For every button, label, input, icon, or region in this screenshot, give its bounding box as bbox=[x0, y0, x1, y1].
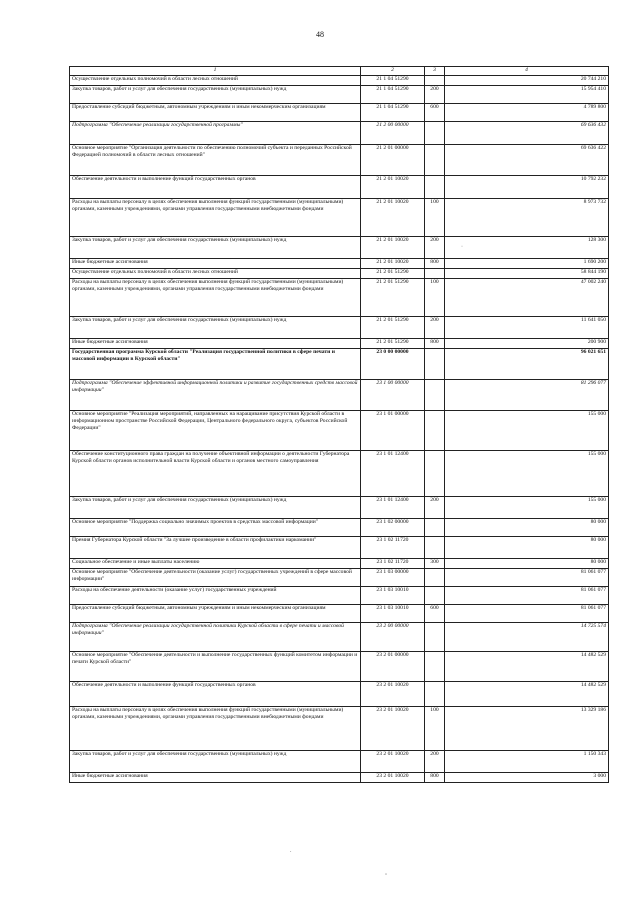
row-name: Социальное обеспечение и иные выплаты населению bbox=[70, 559, 361, 569]
row-code: 21 1 04 51290 bbox=[361, 104, 425, 122]
budget-table bbox=[69, 66, 609, 783]
row-type: 800 bbox=[425, 773, 445, 783]
row-type bbox=[425, 76, 445, 86]
row-sum: 81 296 077 bbox=[445, 380, 609, 411]
row-name: Основное мероприятие "Поддержка социально значимых проектов в средствах массовой информации" bbox=[70, 519, 361, 537]
row-type bbox=[425, 623, 445, 652]
row-name: Обеспечение деятельности и выполнение функций государственных органов bbox=[70, 682, 361, 707]
row-sum: 58 844 190 bbox=[445, 269, 609, 279]
table-row bbox=[70, 605, 609, 623]
row-name: Расходы на выплаты персоналу в целях обеспечения выполнения функций государственными (муниципальными) органами, казенными учреждениями, органами управления государственными внебюджетными фондами bbox=[70, 707, 361, 751]
row-name: Расходы на обеспечение деятельности (оказание услуг) государственных учреждений bbox=[70, 587, 361, 605]
row-name: Основное мероприятие "Обеспечение деятельности и выполнение государственных функций комитетом информации и печати Курской области" bbox=[70, 652, 361, 682]
row-code: 23 1 01 00000 bbox=[361, 411, 425, 451]
row-type: 200 bbox=[425, 497, 445, 519]
page-number: 48 bbox=[316, 30, 324, 39]
row-code: 23 1 02 11720 bbox=[361, 537, 425, 559]
table-row bbox=[70, 237, 609, 259]
table-row bbox=[70, 86, 609, 104]
row-type bbox=[425, 519, 445, 537]
table-row bbox=[70, 451, 609, 497]
row-sum: 3 000 bbox=[445, 773, 609, 783]
row-type bbox=[425, 411, 445, 451]
row-code: 23 1 03 00000 bbox=[361, 569, 425, 587]
row-name: Закупка товаров, работ и услуг для обеспечения государственных (муниципальных) нужд bbox=[70, 751, 361, 773]
header-col-3: 3 bbox=[425, 67, 445, 76]
row-name: Осуществление отдельных полномочий в области лесных отношений bbox=[70, 76, 361, 86]
table-row bbox=[70, 76, 609, 86]
table-row bbox=[70, 122, 609, 145]
row-code: 21 2 01 10020 bbox=[361, 259, 425, 269]
row-sum: 13 329 186 bbox=[445, 707, 609, 751]
row-sum: 10 792 232 bbox=[445, 176, 609, 199]
scan-speck: . bbox=[290, 848, 292, 854]
row-sum: 1 150 343 bbox=[445, 751, 609, 773]
row-name: Иные бюджетные ассигнования bbox=[70, 339, 361, 349]
row-code: 21 2 01 51290 bbox=[361, 339, 425, 349]
row-code: 23 2 01 10020 bbox=[361, 707, 425, 751]
row-sum: 4 789 800 bbox=[445, 104, 609, 122]
table-row bbox=[70, 317, 609, 339]
row-sum: 155 000 bbox=[445, 497, 609, 519]
row-code: 23 2 01 00000 bbox=[361, 652, 425, 682]
table-row bbox=[70, 349, 609, 380]
row-sum: 11 641 050 bbox=[445, 317, 609, 339]
row-type: 200 bbox=[425, 751, 445, 773]
table-row bbox=[70, 269, 609, 279]
row-code: 23 1 02 00000 bbox=[361, 519, 425, 537]
row-code: 23 1 02 11720 bbox=[361, 559, 425, 569]
row-name: Государственная программа Курской области "Реализация государственной политики в сфере печати и массовой информации в Курской области" bbox=[70, 349, 361, 380]
row-code: 21 1 04 51290 bbox=[361, 76, 425, 86]
table-row bbox=[70, 519, 609, 537]
table-row bbox=[70, 707, 609, 751]
row-code: 21 2 00 00000 bbox=[361, 122, 425, 145]
row-type: 800 bbox=[425, 339, 445, 349]
row-sum: 69 636 422 bbox=[445, 145, 609, 176]
table-row bbox=[70, 537, 609, 559]
row-code: 21 2 01 51290 bbox=[361, 317, 425, 339]
row-name: Основное мероприятие "Обеспечение деятельности (оказание услуг) государственных учреждений в сфере массовой информации" bbox=[70, 569, 361, 587]
row-sum: 81 061 077 bbox=[445, 569, 609, 587]
table-row bbox=[70, 411, 609, 451]
row-sum: 1 690 200 bbox=[445, 259, 609, 269]
row-type bbox=[425, 145, 445, 176]
row-code: 21 2 01 51290 bbox=[361, 269, 425, 279]
row-sum: 81 061 077 bbox=[445, 587, 609, 605]
row-name: Закупка товаров, работ и услуг для обеспечения государственных (муниципальных) нужд bbox=[70, 317, 361, 339]
row-code: 23 2 00 00000 bbox=[361, 623, 425, 652]
row-name: Закупка товаров, работ и услуг для обеспечения государственных (муниципальных) нужд bbox=[70, 86, 361, 104]
table-row bbox=[70, 145, 609, 176]
header-col-2: 2 bbox=[361, 67, 425, 76]
row-code: 21 2 01 51290 bbox=[361, 279, 425, 317]
row-sum: 14 725 574 bbox=[445, 623, 609, 652]
row-sum: 81 061 077 bbox=[445, 605, 609, 623]
table-row bbox=[70, 259, 609, 269]
table-row bbox=[70, 652, 609, 682]
table-row bbox=[70, 199, 609, 237]
table-row bbox=[70, 559, 609, 569]
row-sum: 20 744 210 bbox=[445, 76, 609, 86]
row-code: 23 1 01 12400 bbox=[361, 451, 425, 497]
row-type bbox=[425, 652, 445, 682]
table-header-row bbox=[70, 67, 609, 76]
row-name: Основное мероприятие "Реализация мероприятий, направленных на наращивание присутствия Курской области в информационном пространстве Российской Федерации, Центрального федерального округа, субъектов Российской Федерации" bbox=[70, 411, 361, 451]
row-code: 21 2 01 10020 bbox=[361, 237, 425, 259]
row-type bbox=[425, 451, 445, 497]
row-type bbox=[425, 569, 445, 587]
table-row bbox=[70, 104, 609, 122]
header-col-4: 4 bbox=[445, 67, 609, 76]
table-row bbox=[70, 497, 609, 519]
row-sum: 80 000 bbox=[445, 537, 609, 559]
row-code: 21 1 04 51290 bbox=[361, 86, 425, 104]
row-name: Подпрограмма "Обеспечение реализации государственной программы" bbox=[70, 122, 361, 145]
row-type bbox=[425, 349, 445, 380]
row-sum: 47 002 240 bbox=[445, 279, 609, 317]
table-row bbox=[70, 569, 609, 587]
row-code: 23 2 01 10020 bbox=[361, 751, 425, 773]
row-type bbox=[425, 587, 445, 605]
row-type: 200 bbox=[425, 317, 445, 339]
row-code: 23 1 00 00000 bbox=[361, 380, 425, 411]
row-code: 23 0 00 00000 bbox=[361, 349, 425, 380]
row-type bbox=[425, 380, 445, 411]
row-name: Подпрограмма "Обеспечение реализации государственной политики Курской области в сфере печати и массовой информации" bbox=[70, 623, 361, 652]
row-name: Иные бюджетные ассигнования bbox=[70, 259, 361, 269]
row-type: 600 bbox=[425, 605, 445, 623]
row-type bbox=[425, 682, 445, 707]
row-code: 23 1 01 12400 bbox=[361, 497, 425, 519]
row-code: 21 2 01 10020 bbox=[361, 199, 425, 237]
table-row bbox=[70, 623, 609, 652]
row-sum: 155 000 bbox=[445, 411, 609, 451]
row-type: 200 bbox=[425, 86, 445, 104]
header-col-1: 1 bbox=[70, 67, 361, 76]
row-sum: 96 021 651 bbox=[445, 349, 609, 380]
row-sum: 15 954 410 bbox=[445, 86, 609, 104]
table-row bbox=[70, 682, 609, 707]
row-code: 21 2 01 00000 bbox=[361, 145, 425, 176]
row-sum: 80 000 bbox=[445, 559, 609, 569]
row-sum: 14 482 529 bbox=[445, 652, 609, 682]
row-sum: 69 636 432 bbox=[445, 122, 609, 145]
row-code: 23 1 03 10010 bbox=[361, 587, 425, 605]
row-sum: 200 900 bbox=[445, 339, 609, 349]
row-type: 800 bbox=[425, 259, 445, 269]
scan-speck: · bbox=[461, 244, 463, 250]
row-code: 23 2 01 10020 bbox=[361, 773, 425, 783]
row-sum: 80 000 bbox=[445, 519, 609, 537]
row-name: Иные бюджетные ассигнования bbox=[70, 773, 361, 783]
row-type: 100 bbox=[425, 279, 445, 317]
row-type: 200 bbox=[425, 237, 445, 259]
row-type bbox=[425, 269, 445, 279]
row-name: Расходы на выплаты персоналу в целях обеспечения выполнения функций государственными (муниципальными) органами, казенными учреждениями, органами управления государственными внебюджетными фондами bbox=[70, 279, 361, 317]
row-code: 23 2 01 10020 bbox=[361, 682, 425, 707]
row-name: Расходы на выплаты персоналу в целях обеспечения выполнения функций государственными (муниципальными) органами, казенными учреждениями, органами управления государственными внебюджетными фондами bbox=[70, 199, 361, 237]
row-name: Премия Губернатора Курской области "За лучшее произведение в области профилактики наркомании" bbox=[70, 537, 361, 559]
row-type bbox=[425, 122, 445, 145]
table-row bbox=[70, 751, 609, 773]
row-sum: 14 482 529 bbox=[445, 682, 609, 707]
row-type: 100 bbox=[425, 199, 445, 237]
row-sum: 128 300 bbox=[445, 237, 609, 259]
row-name: Закупка товаров, работ и услуг для обеспечения государственных (муниципальных) нужд bbox=[70, 237, 361, 259]
table-row bbox=[70, 380, 609, 411]
row-code: 23 1 03 10010 bbox=[361, 605, 425, 623]
row-name: Предоставление субсидий бюджетным, автономным учреждениям и иным некоммерческим организациям bbox=[70, 605, 361, 623]
row-type bbox=[425, 176, 445, 199]
scan-speck: ˇ bbox=[385, 874, 387, 880]
row-type: 600 bbox=[425, 104, 445, 122]
row-type bbox=[425, 537, 445, 559]
table-row bbox=[70, 176, 609, 199]
row-name: Подпрограмма "Обеспечение эффективной информационной политики и развитие государственных средств массовой информации" bbox=[70, 380, 361, 411]
row-name: Предоставление субсидий бюджетным, автономным учреждениям и иным некоммерческим организациям bbox=[70, 104, 361, 122]
row-type: 100 bbox=[425, 707, 445, 751]
table-row bbox=[70, 279, 609, 317]
row-name: Основное мероприятие "Организация деятельности по обеспечению полномочий субъекта и переданных Российской Федерацией полномочий в области лесных отношений" bbox=[70, 145, 361, 176]
table-row bbox=[70, 587, 609, 605]
table-body bbox=[70, 76, 609, 783]
row-name: Закупка товаров, работ и услуг для обеспечения государственных (муниципальных) нужд bbox=[70, 497, 361, 519]
row-sum: 8 973 732 bbox=[445, 199, 609, 237]
table-row bbox=[70, 773, 609, 783]
row-code: 21 2 01 10020 bbox=[361, 176, 425, 199]
table-row bbox=[70, 339, 609, 349]
row-name: Осуществление отдельных полномочий в области лесных отношений bbox=[70, 269, 361, 279]
row-type: 300 bbox=[425, 559, 445, 569]
row-name: Обеспечение деятельности и выполнение функций государственных органов bbox=[70, 176, 361, 199]
row-name: Обеспечение конституционного права граждан на получение объективной информации о деятельности Губернатора Курской области органов исполнительной власти Курской области и органов местного самоуправления bbox=[70, 451, 361, 497]
row-sum: 155 000 bbox=[445, 451, 609, 497]
